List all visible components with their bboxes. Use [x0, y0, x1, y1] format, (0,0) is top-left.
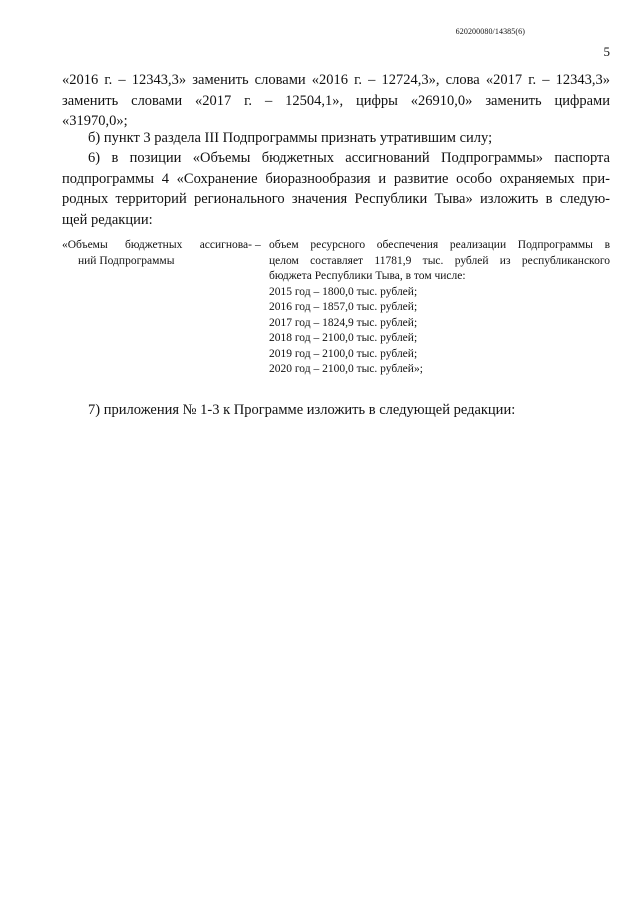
table-value-line: целом составляет 11781,9 тыс. рублей из республиканского [269, 254, 610, 267]
document-id: 620200080/14385(6) [455, 27, 525, 36]
year-allocation-line: 2019 год – 2100,0 тыс. рублей; [269, 347, 418, 360]
text-line: подпрограммы 4 «Сохранение биоразнообразия и развитие особо охраняемых при- [62, 170, 610, 187]
table-label-line: «Объемы бюджетных ассигнова- [62, 239, 252, 251]
table-value-cell [269, 238, 610, 378]
text-line: заменить словами «2017 г. – 12504,1», цифры «26910,0» заменить цифрами [62, 92, 610, 109]
text-line: родных территорий регионального значения Республики Тыва» изложить в следую- [62, 191, 610, 207]
paragraph-b [62, 128, 610, 149]
paragraph-6 [62, 148, 610, 230]
year-allocation-line: 2015 год – 1800,0 тыс. рублей; [269, 285, 418, 298]
table-value-line: бюджета Республики Тыва, в том числе: [269, 270, 466, 282]
year-allocation-line: 2018 год – 2100,0 тыс. рублей; [269, 332, 418, 344]
text-line: «2016 г. – 12343,3» заменить словами «2016 г. – 12724,3», слова «2017 г. – 12343,3» [62, 72, 610, 88]
paragraph-7: 7) приложения № 1-3 к Программе изложить в следующей редакции: [88, 402, 516, 418]
paragraph-amendment-figures [62, 70, 610, 132]
text-line: «31970,0»; [62, 113, 128, 129]
page-number: 5 [603, 44, 610, 59]
year-allocation-line: 2016 год – 1857,0 тыс. рублей; [269, 301, 418, 313]
year-allocation-line: 2017 год – 1824,9 тыс. рублей; [269, 316, 418, 329]
text-line: 6) в позиции «Объемы бюджетных ассигнований Подпрограммы» паспорта [88, 150, 610, 166]
text-line: б) пункт 3 раздела III Подпрограммы признать утратившим силу; [88, 130, 493, 146]
table-label-line: ний Подпрограммы [78, 254, 175, 267]
table-label-cell [62, 238, 252, 269]
text-line: щей редакции: [62, 211, 153, 228]
table-dash: – [255, 239, 261, 251]
year-allocation-line: 2020 год – 2100,0 тыс. рублей»; [269, 363, 423, 375]
table-value-line: объем ресурсного обеспечения реализации Подпрограммы в [269, 239, 610, 251]
